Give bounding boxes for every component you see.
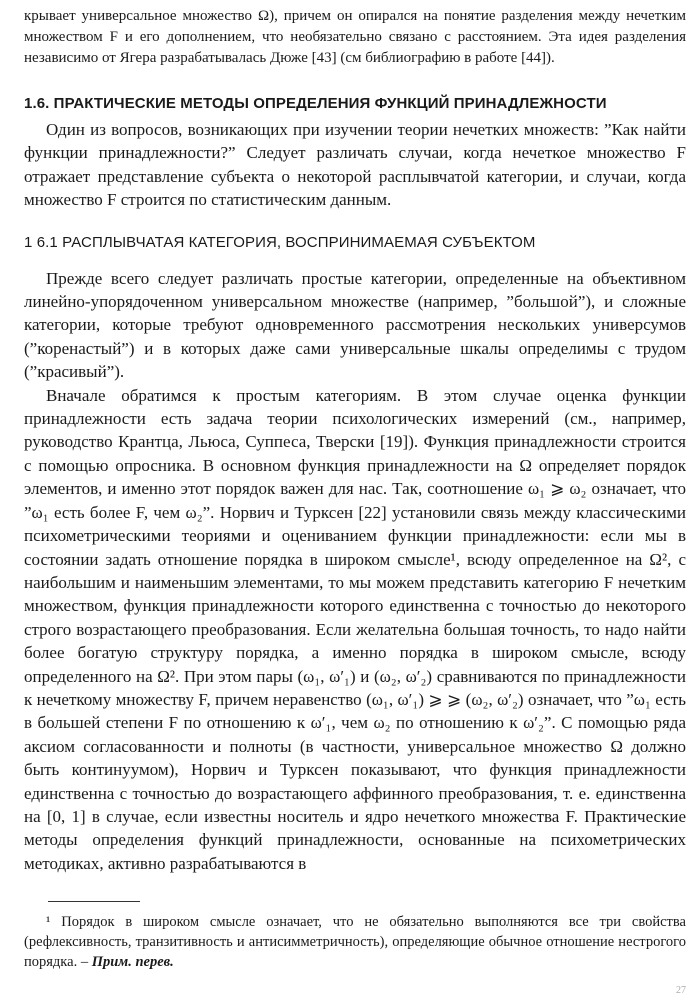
page-number: 27 [676,985,686,996]
subsection-heading: 1 6.1 РАСПЛЫВЧАТАЯ КАТЕГОРИЯ, ВОСПРИНИМАЕМАЯ СУБЪЕКТОМ [24,233,536,251]
footnote-text: ¹ Порядок в широком смысле означает, что не обязательно выполняются все три свойства (рефлексивность, транзитивность и антисимметричность), определяющие обычное отношение нестрогого порядка. – [24,914,686,971]
footnote-translator-note: Прим. перев. [91,954,174,971]
section-paragraph: Один из вопросов, возникающих при изучении теории нечетких множеств: ”Как найти функции принадлежности?” Следует различать случаи, когда нечеткое множество F отражает представление субъекта о некоторой расплывчатой категории, и случаи, когда множество F строится по статистическим данным. [24,120,686,210]
intro-paragraph: крывает универсальное множество Ω), причем он опирался на понятие разделения между нечетким множеством F и его дополнением, что необязательно связано с расстоянием. Эта идея разделения независимо от Ягера разрабатывалась Дюже [43] (см библиографию в работе [44]). [24,8,686,66]
footnote-divider [48,901,140,902]
paragraph-psychometric-measurement: Вначале обратимся к простым категориям. В этом случае оценка функции принадлежности есть задача теории психологических измерений (см., например, руководство Крантца, Льюса, Суппеса, Тверски [19]). Функция принадлежности строится с помощью опросника. В основном функция принадлежности на Ω определяет порядок элементов, и именно этот порядок важен для нас. Так, соотношение ω₁ ⩾ ω₂ означает, что ”ω₁ есть более F, чем ω₂”. Норвич и Турксен [22] установили связь между классическими психометрическими теориями и оцениванием функции принадлежности: если мы в состоянии задать отношение порядка в широком смысле¹, всюду определенное на Ω², с наибольшим и наименьшим элементами, то мы можем представить категорию F нечетким множеством, функция принадлежности которого единственна с точностью до некоторого строго возрастающего преобразования. Если желательна большая точность, то надо найти более богатую структуру порядка, а именно порядка в широком смысле, всюду определенного на Ω². При этом пары (ω₁, ω′₁) и (ω₂, ω′₂) сравниваются по принадлежности к нечеткому множеству F, причем неравенство (ω₁, ω′₁) ⩾ ⩾ (ω₂, ω′₂) означает, что ”ω₁ есть в большей степени F по отношению к ω′₁, чем ω₂ по отношению к ω′₂”. С помощью ряда аксиом согласованности и полноты (в частности, универсальное множество Ω должно быть континуумом), Норвич и Турксен показывают, что функция принадлежности единственна с точностью до возрастающего аффинного преобразования, т. е. единственна на [0, 1] в случае, если известны носитель и ядро нечеткого множества F. Практические методы определения функций принадлежности, основанные на психометрических методиках, активно разрабатываются в [24,385,686,873]
paragraph-simple-complex-categories: Прежде всего следует различать простые категории, определенные на объективном линейно-упорядоченном универсальном множестве (например, ”большой”), и сложные категории, которые требуют одновременного рассмотрения нескольких универсумов (”коренастый”) и в которых даже сами универсальные шкалы определимы с трудом (”красивый”). [24,268,686,382]
footnote [24,912,686,972]
section-heading: 1.6. ПРАКТИЧЕСКИЕ МЕТОДЫ ОПРЕДЕЛЕНИЯ ФУНКЦИЙ ПРИНАДЛЕЖНОСТИ [24,95,607,112]
